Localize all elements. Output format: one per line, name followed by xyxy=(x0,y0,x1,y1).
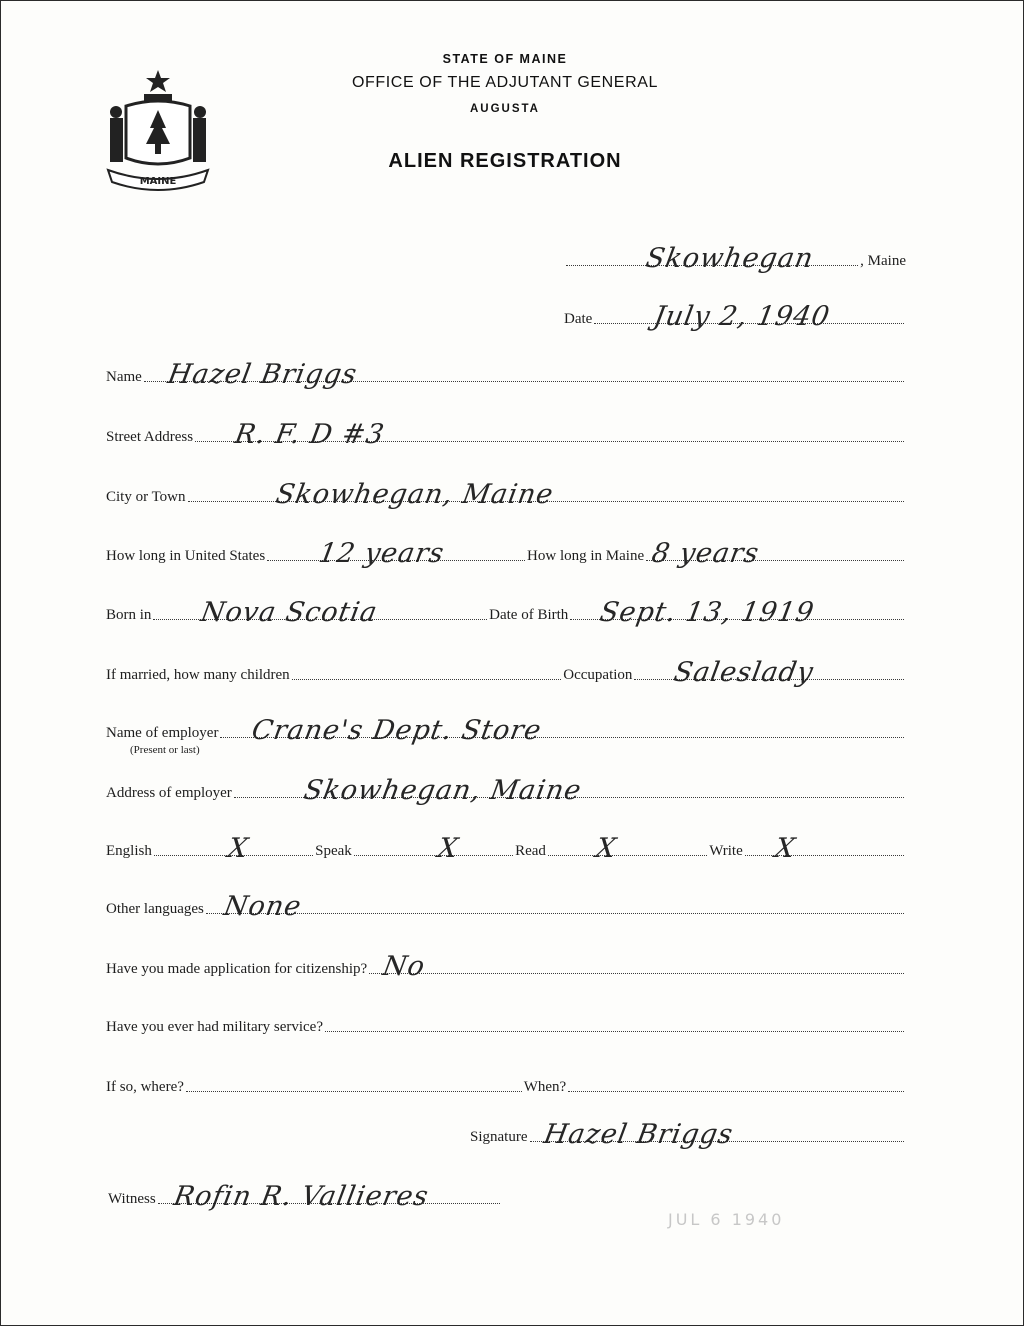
received-date-stamp: JUL 6 1940 xyxy=(668,1210,785,1229)
where-label: If so, where? xyxy=(106,1079,184,1095)
employer-address-field xyxy=(106,775,906,806)
employer-value: Crane's Dept. Store xyxy=(249,715,545,746)
street-address-label: Street Address xyxy=(106,429,194,445)
date-field xyxy=(564,301,906,332)
residence-duration-row xyxy=(106,538,906,569)
english-label: English xyxy=(106,843,152,859)
name-label: Name xyxy=(106,369,142,385)
city-town-value: Skowhegan, Maine xyxy=(272,479,556,510)
where-when-row xyxy=(106,1078,906,1096)
citizenship-label: Have you made application for citizenship? xyxy=(106,961,368,977)
born-in-value: Nova Scotia xyxy=(198,597,381,628)
employer-label: Name of employer xyxy=(106,725,219,741)
citizenship-value: No xyxy=(380,951,428,982)
name-value: Hazel Briggs xyxy=(165,359,360,390)
born-in-label: Born in xyxy=(106,607,152,623)
location-value: Skowhegan xyxy=(643,243,817,274)
signature-value: Hazel Briggs xyxy=(540,1119,736,1150)
name-field xyxy=(106,359,906,390)
employer-sublabel: (Present or last) xyxy=(130,744,200,756)
how-long-us-value: 12 years xyxy=(316,538,448,569)
english-value: X xyxy=(225,833,251,864)
read-label: Read xyxy=(515,843,546,859)
employer-address-label: Address of employer xyxy=(106,785,232,801)
witness-field xyxy=(108,1181,502,1212)
form-title: ALIEN REGISTRATION xyxy=(388,150,622,172)
signature-label: Signature xyxy=(470,1129,528,1145)
city-town-label: City or Town xyxy=(106,489,186,505)
state-heading: STATE OF MAINE xyxy=(442,52,568,66)
occupation-value: Saleslady xyxy=(671,657,817,688)
how-long-us-label: How long in United States xyxy=(106,548,266,564)
military-field xyxy=(106,1018,906,1036)
other-languages-field xyxy=(106,891,906,922)
other-languages-value: None xyxy=(221,891,304,922)
birth-row xyxy=(106,597,906,628)
date-value: July 2, 1940 xyxy=(651,301,833,332)
city-town-field xyxy=(106,479,906,510)
how-long-maine-label: How long in Maine xyxy=(527,548,645,564)
write-value: X xyxy=(772,833,798,864)
street-address-field xyxy=(106,419,906,450)
employer-field xyxy=(106,715,906,746)
city-heading: AUGUSTA xyxy=(469,103,540,115)
date-label: Date xyxy=(564,311,593,327)
date-of-birth-value: Sept. 13, 1919 xyxy=(597,597,818,628)
children-label: If married, how many children xyxy=(106,667,290,683)
speak-label: Speak xyxy=(315,843,352,859)
how-long-maine-value: 8 years xyxy=(649,538,762,569)
office-heading: OFFICE OF THE ADJUTANT GENERAL xyxy=(351,74,659,91)
language-skills-row xyxy=(106,833,906,864)
svg-text:MAINE: MAINE xyxy=(139,176,177,187)
street-address-value: R. F. D #3 xyxy=(232,419,388,450)
other-languages-label: Other languages xyxy=(106,901,204,917)
citizenship-field xyxy=(106,951,906,982)
read-value: X xyxy=(593,833,619,864)
children-occupation-row xyxy=(106,657,906,688)
occupation-label: Occupation xyxy=(563,667,633,683)
witness-label: Witness xyxy=(108,1191,156,1207)
speak-value: X xyxy=(435,833,461,864)
employer-address-value: Skowhegan, Maine xyxy=(301,775,584,806)
when-label: When? xyxy=(523,1079,567,1095)
maine-state-seal-icon xyxy=(104,66,212,192)
witness-value: Rofin R. Vallieres xyxy=(171,1181,431,1212)
military-label: Have you ever had military service? xyxy=(106,1019,323,1035)
write-label: Write xyxy=(709,843,743,859)
location-suffix: , Maine xyxy=(860,253,906,269)
signature-field xyxy=(470,1119,906,1150)
location-field xyxy=(564,243,906,274)
date-of-birth-label: Date of Birth xyxy=(489,607,569,623)
